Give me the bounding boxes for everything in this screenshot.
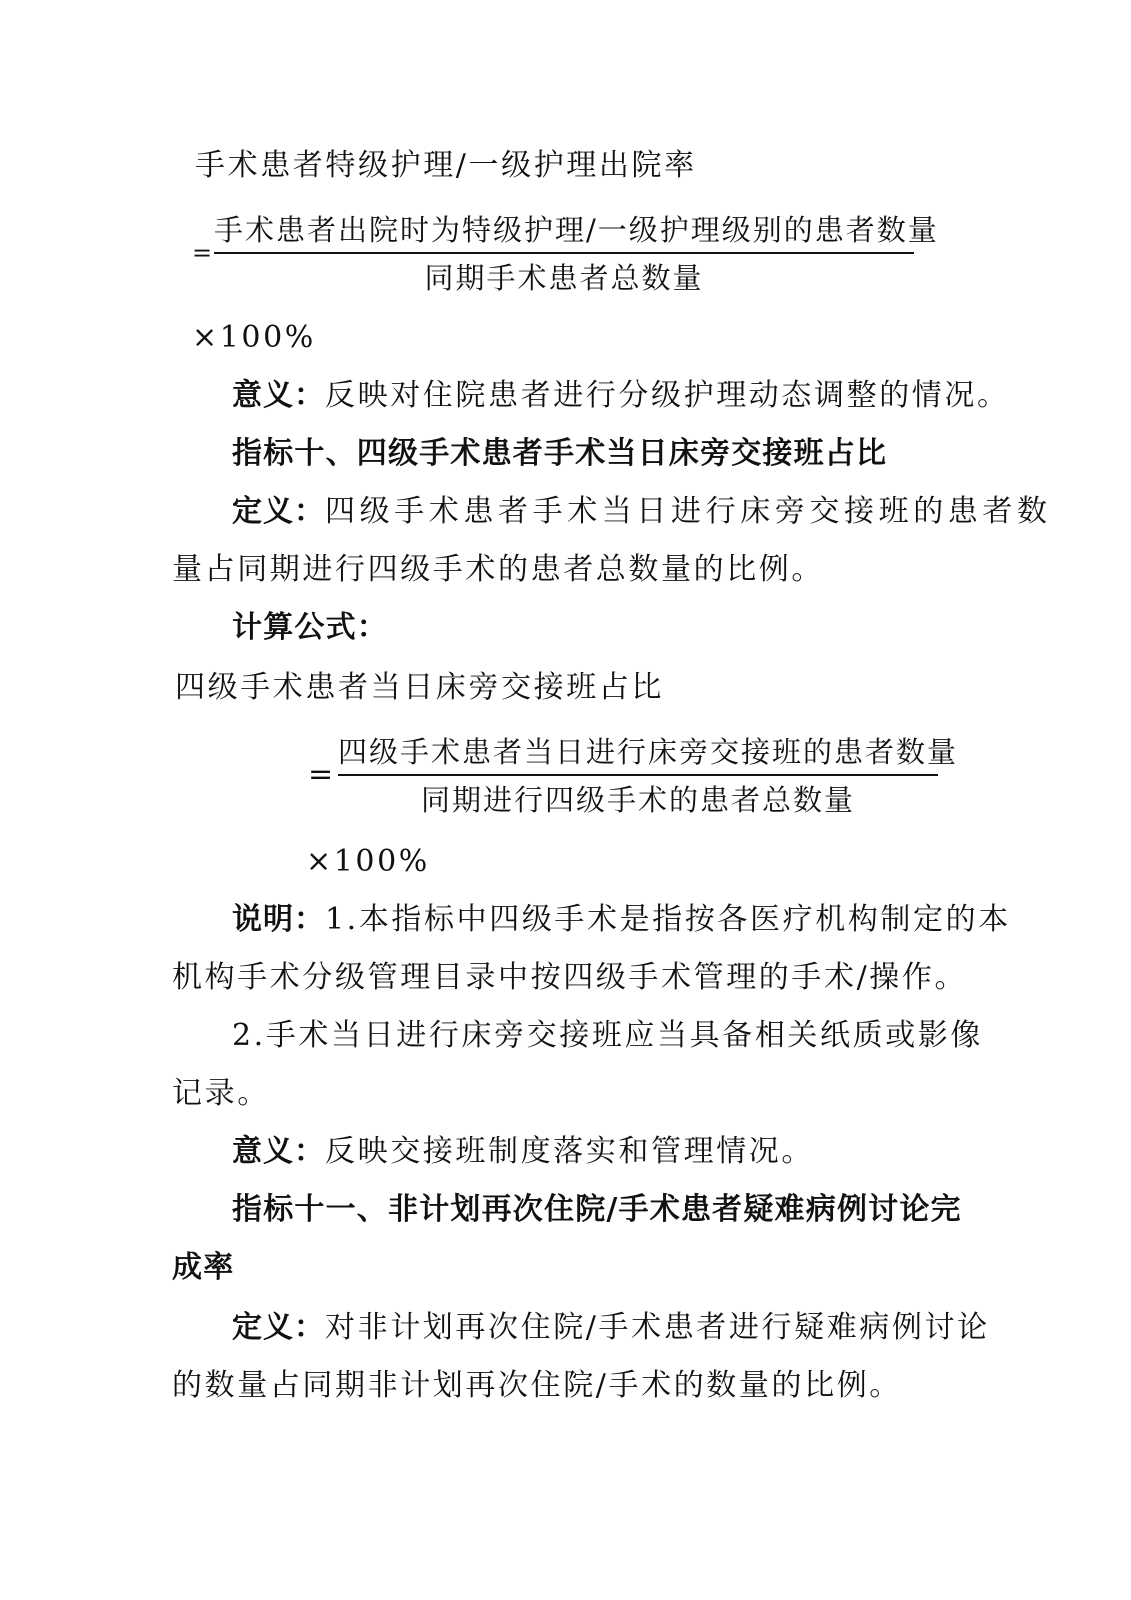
- indicator-11-title-cont: 成率: [172, 1250, 235, 1285]
- note-1-text: 1.本指标中四级手术是指按各医疗机构制定的本: [325, 902, 1011, 937]
- indicator-10-definition: [232, 490, 1052, 534]
- significance-2: [232, 1130, 814, 1174]
- indicator-10-formula-label: 计算公式：: [232, 610, 388, 645]
- formula-1-numerator: 手术患者出院时为特级护理/一级护理级别的患者数量: [214, 213, 939, 247]
- formula-2-multiplier: ×100%: [306, 844, 430, 879]
- indicator-11-definition-label: 定义：: [232, 1310, 325, 1345]
- significance-1-text: 反映对住院患者进行分级护理动态调整的情况。: [325, 378, 1010, 413]
- formula-1-name: 手术患者特级护理/一级护理出院率: [195, 148, 697, 183]
- formula-2-denominator: 同期进行四级手术的患者总数量: [420, 783, 855, 817]
- note-1: [232, 898, 1011, 942]
- formula-2-name: 四级手术患者当日床旁交接班占比: [175, 670, 664, 705]
- indicator-10-definition-cont: 量占同期进行四级手术的患者总数量的比例。: [172, 552, 824, 587]
- note-2-cont: 记录。: [172, 1076, 270, 1111]
- indicator-11-title: 指标十一、非计划再次住院/手术患者疑难病例讨论完: [232, 1192, 962, 1227]
- notes-label: 说明：: [232, 902, 325, 937]
- indicator-11-definition: [232, 1306, 990, 1350]
- formula-1-equals: =: [192, 239, 213, 267]
- indicator-11-definition-cont: 的数量占同期非计划再次住院/手术的数量的比例。: [172, 1368, 902, 1403]
- significance-1: [232, 374, 1010, 418]
- formula-1-multiplier: ×100%: [192, 320, 316, 355]
- indicator-10-definition-text: 四级手术患者手术当日进行床旁交接班的患者数: [325, 494, 1052, 529]
- formula-2-numerator: 四级手术患者当日进行床旁交接班的患者数量: [338, 735, 959, 769]
- formula-1-denominator: 同期手术患者总数量: [424, 261, 704, 295]
- indicator-10-definition-label: 定义：: [232, 494, 325, 529]
- significance-2-label: 意义：: [232, 1134, 325, 1169]
- indicator-10-title: 指标十、四级手术患者手术当日床旁交接班占比: [232, 436, 888, 471]
- indicator-11-definition-text: 对非计划再次住院/手术患者进行疑难病例讨论: [325, 1310, 990, 1345]
- note-2: 2.手术当日进行床旁交接班应当具备相关纸质或影像: [232, 1018, 984, 1053]
- formula-2-fraction-bar: [338, 774, 938, 776]
- significance-2-text: 反映交接班制度落实和管理情况。: [325, 1134, 814, 1169]
- significance-1-label: 意义：: [232, 378, 325, 413]
- note-1-cont: 机构手术分级管理目录中按四级手术管理的手术/操作。: [172, 960, 968, 995]
- formula-1-fraction-bar: [214, 252, 914, 254]
- formula-2-equals: =: [308, 757, 334, 792]
